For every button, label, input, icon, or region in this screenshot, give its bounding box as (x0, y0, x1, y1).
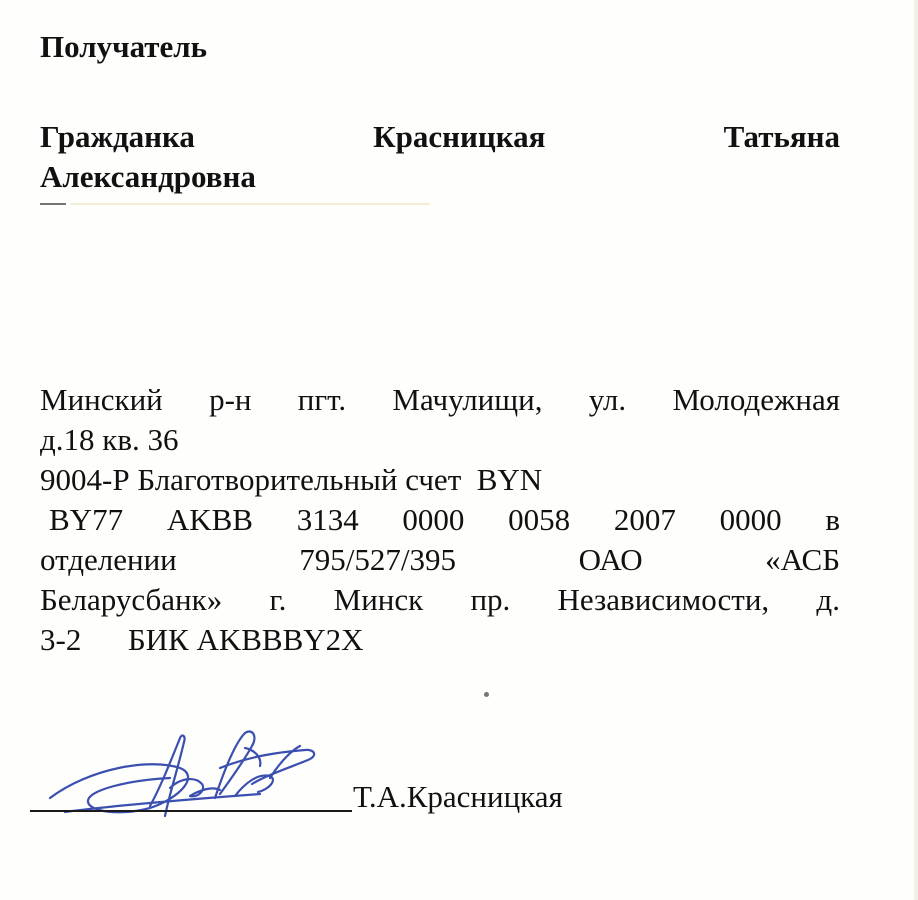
scan-speck (484, 692, 489, 697)
recipient-title: Гражданка (40, 119, 195, 154)
iban-word: AKBB (166, 502, 253, 537)
signature-image (30, 728, 370, 828)
bank-word: г. (269, 582, 287, 617)
bank-word: пр. (470, 582, 511, 617)
iban-word: 3134 (296, 502, 359, 537)
account-label: 9004-Р Благотворительный счет BYN (40, 462, 543, 497)
iban-word: 0000 (402, 502, 465, 537)
iban-word: BY77 (49, 502, 124, 537)
bank-line-1 (40, 540, 840, 580)
payment-details (40, 380, 840, 660)
scan-edge (914, 0, 918, 900)
address-word: пгт. (297, 382, 347, 417)
recipient-name-line (40, 118, 840, 156)
bank-line-2 (40, 580, 840, 620)
address-word: Мачулищи, (392, 382, 543, 417)
address-word: Молодежная (672, 382, 840, 417)
address-word: р-н (209, 382, 252, 417)
bank-word: Независимости, (557, 582, 770, 617)
signatory-name: Т.А.Красницкая (353, 779, 563, 814)
bank-word: Беларусбанк» (40, 582, 223, 617)
bank-word: «АСБ (765, 542, 840, 577)
address-line-2: д.18 кв. 36 (40, 422, 179, 457)
handwritten-signature (30, 728, 370, 828)
recipient-surname: Красницкая (373, 119, 546, 154)
signature-line (30, 810, 352, 812)
scan-highlight (70, 203, 430, 205)
address-line-1 (40, 380, 840, 420)
iban-line (40, 500, 840, 540)
bank-word: 795/527/395 (299, 542, 457, 577)
iban-word: 2007 (613, 502, 676, 537)
scan-mark (40, 203, 66, 205)
bic-line: 3-2 БИК AKBBBY2X (40, 622, 364, 657)
recipient-heading: Получатель (40, 29, 208, 64)
iban-word: 0000 (719, 502, 782, 537)
iban-word: в (825, 502, 840, 537)
recipient-patronymic: Александровна (40, 159, 256, 194)
bank-word: отделении (40, 542, 177, 577)
bank-word: ОАО (578, 542, 643, 577)
bank-word: Минск (333, 582, 424, 617)
address-word: ул. (588, 382, 627, 417)
recipient-first-name: Татьяна (723, 119, 840, 154)
iban-word: 0058 (508, 502, 571, 537)
bank-word: д. (816, 582, 840, 617)
signature-strokes (50, 731, 314, 816)
address-word: Минский (40, 382, 163, 417)
